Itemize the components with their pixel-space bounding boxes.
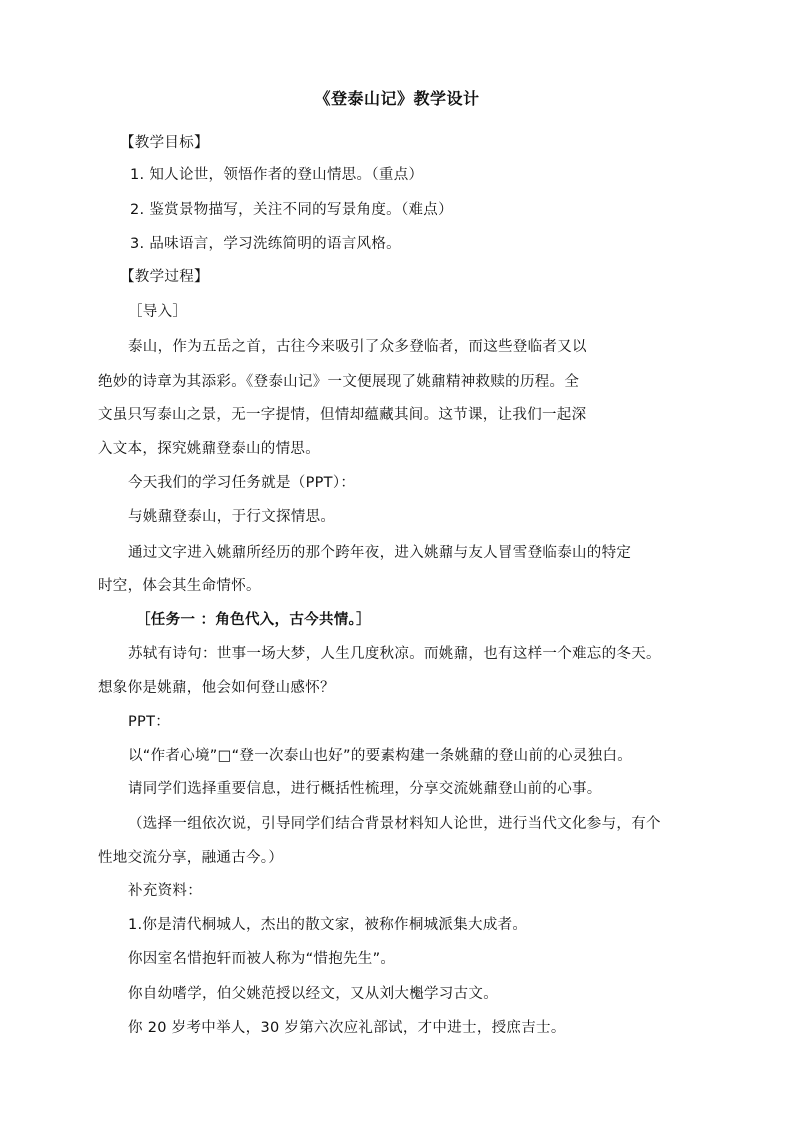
intro-heading: ［导入］ [128,304,188,320]
goal-item: 2. 鉴赏景物描写，关注不同的写景角度。（难点） [130,202,453,218]
goal-item: 3. 品味语言，学习洗练简明的语言风格。 [130,236,401,252]
instruction-line: 请同学们选择重要信息，进行概括性梳理，分享交流姚鼐登山前的心事。 [128,781,602,797]
task-intro: 今天我们的学习任务就是（PPT）： [128,475,356,491]
task1-paragraph-line: 苏轼有诗句：世事一场大梦，人生几度秋凉。而姚鼐，也有这样一个难忘的冬天。 [128,646,661,662]
intro-paragraph-line: 泰山，作为五岳之首，古往今来吸引了众多登临者，而这些登临者又以 [128,339,587,355]
supplement-item: 你因室名惜抱轩而被人称为“惜抱先生”。 [128,951,396,967]
task1-heading: ［任务一 ：角色代入，古今共情。］ [136,612,371,628]
ppt-label: PPT： [128,714,171,730]
goal-item: 1. 知人论世，领悟作者的登山情思。（重点） [130,167,424,183]
enter-paragraph-line: 通过文字进入姚鼐所经历的那个跨年夜，进入姚鼐与友人冒雪登临泰山的特定 [128,545,632,561]
enter-paragraph-line: 时空，体会其生命情怀。 [98,578,261,594]
supplement-item: 你自幼嗜学，伯父姚范授以经文，又从刘大櫆学习古文。 [128,986,498,1002]
note-line: （选择一组依次说，引导同学们结合背景材料知人论世，进行当代文化参与，有个 [128,816,661,832]
task-statement: 与姚鼐登泰山，于行文探情思。 [128,509,336,525]
intro-paragraph-line: 文虽只写泰山之景，无一字提情，但情却蕴藏其间。这节课，让我们一起深 [98,407,587,423]
supplement-heading: 补充资料： [128,883,202,899]
document-title: 《登泰山记》教学设计 [314,89,480,108]
intro-paragraph-line: 绝妙的诗章为其添彩。《登泰山记》一文便展现了姚鼐精神救赎的历程。全 [98,374,580,390]
note-line: 性地交流分享，融通古今。） [98,850,284,866]
supplement-item: 你 20 岁考中举人，30 岁第六次应礼部试，才中进士，授庶吉士。 [128,1020,566,1036]
supplement-item: 1.你是清代桐城人，杰出的散文家，被称作桐城派集大成者。 [128,917,528,933]
intro-paragraph-line: 入文本，探究姚鼐登泰山的情思。 [98,441,320,457]
goals-heading: 【教学目标】 [120,135,209,151]
task1-paragraph-line: 想象你是姚鼐，他会如何登山感怀？ [98,680,335,696]
process-heading: 【教学过程】 [120,269,209,285]
ppt-line: 以“作者心境”□“登一次泰山也好”的要素构建一条姚鼐的登山前的心灵独白。 [128,748,633,764]
